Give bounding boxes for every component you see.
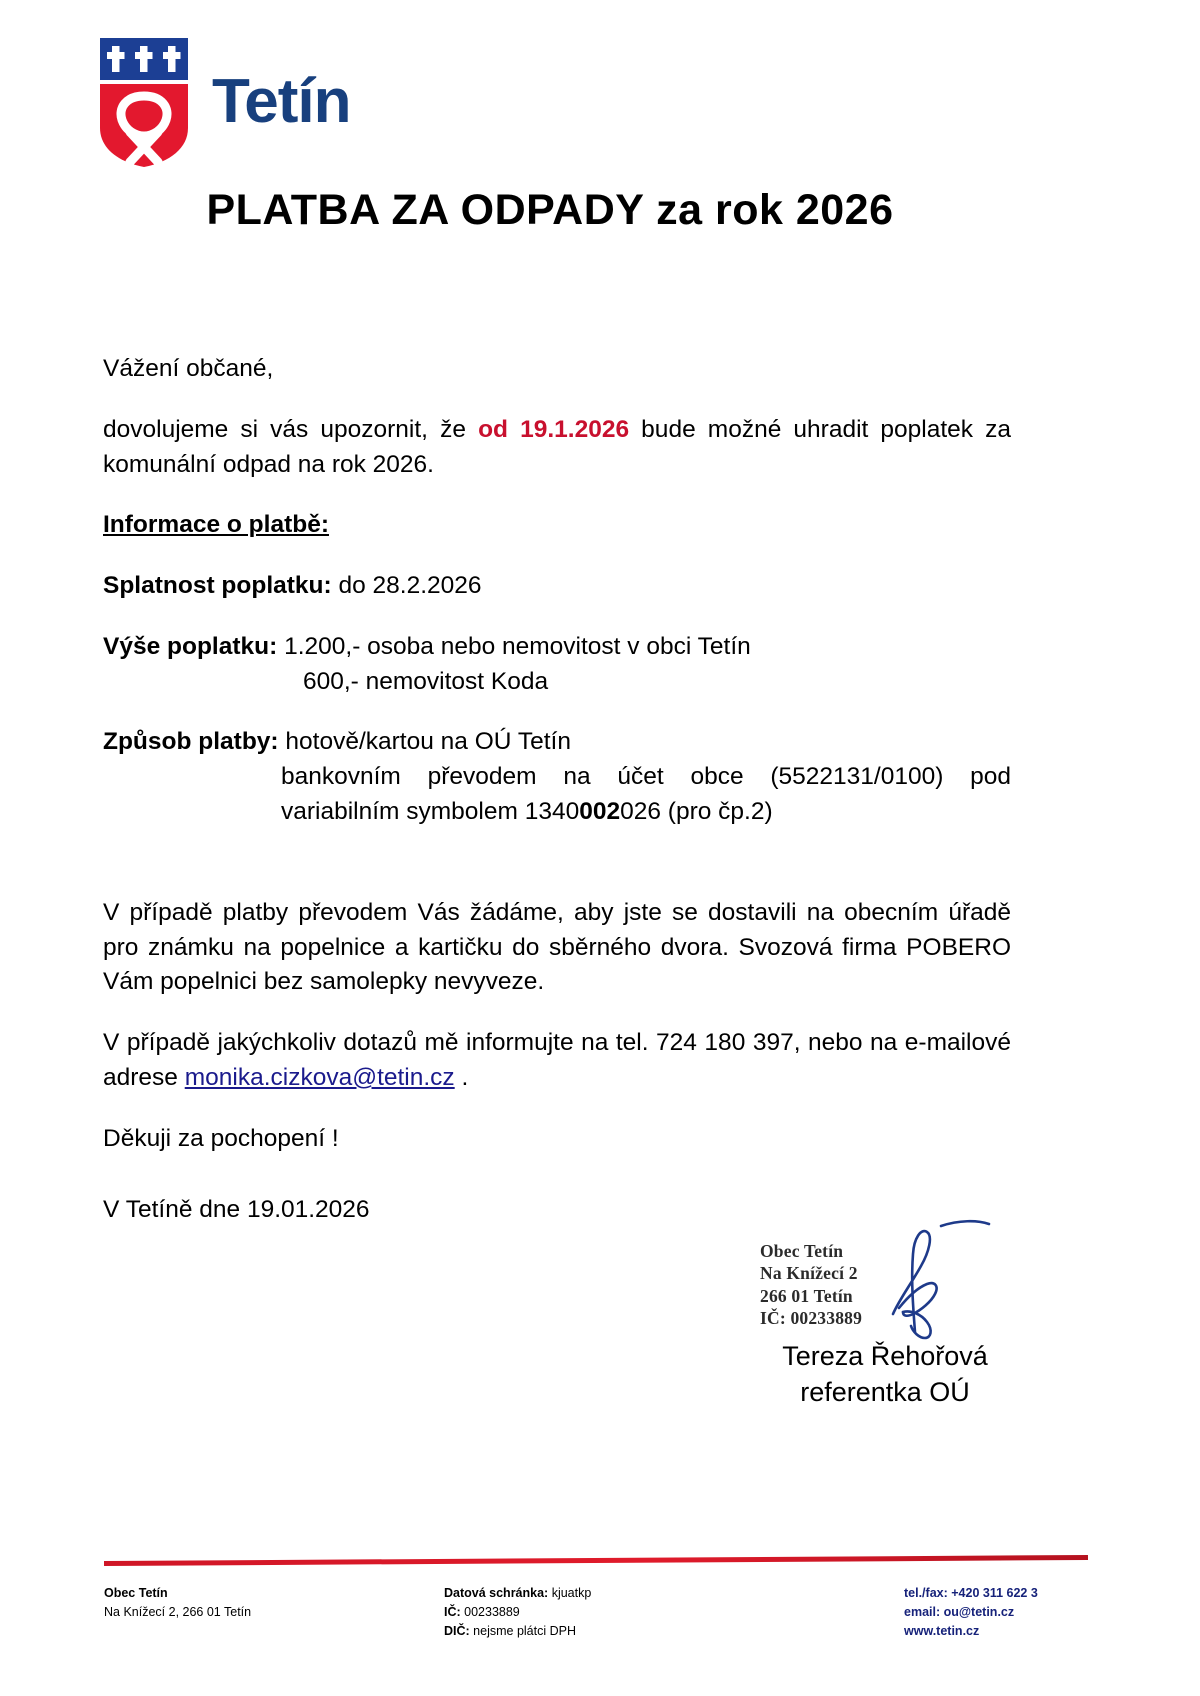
footer-municipality: Obec Tetín — [104, 1586, 168, 1600]
footer-website[interactable]: www.tetin.cz — [904, 1623, 980, 1638]
stamp-line-municipality: Obec Tetín — [760, 1241, 844, 1261]
document-footer — [104, 1584, 1094, 1640]
stamp-line-zip-city: 266 01 Tetín — [760, 1285, 853, 1306]
fee-amount-value-secondary: 600,- nemovitost Koda — [303, 667, 549, 695]
contact-text-after: . — [454, 1063, 469, 1091]
fee-amount-value-primary: 1.200,- osoba nebo nemovitost v obci Tetín — [277, 632, 751, 660]
municipality-name: Tetín — [212, 67, 351, 136]
page-title: PLATBA ZA ODPADY za rok 2026 — [206, 186, 894, 234]
intro-highlight-date: od 19.1.2026 — [478, 415, 630, 443]
signer-block — [735, 1338, 1035, 1411]
intro-text-before: dovolujeme si vás upozornit, že — [103, 415, 479, 443]
due-date-value: do 28.2.2026 — [331, 572, 482, 600]
payment-method-transfer — [103, 760, 1011, 830]
note-paragraph: V případě platby převodem Vás žádáme, aby jste se dostavili na obecním úřadě pro známku na popelnice a kartičku do sběrného dvora. Svozová firma POBERO Vám popelnici bez samolepky nevyveze. — [103, 898, 1011, 996]
footer-ico-value: 00233889 — [460, 1604, 520, 1619]
footer-ico-row — [444, 1603, 774, 1622]
body-spacer — [103, 856, 1011, 896]
footer-contact-column — [774, 1584, 1074, 1640]
document-header — [96, 36, 351, 168]
due-date-label: Splatnost poplatku: — [103, 572, 332, 600]
intro-paragraph — [103, 413, 1011, 483]
contact-text-before: V případě jakýchkoliv dotazů mě informujte na tel. 724 180 397, nebo na e-mailové adrese — [103, 1029, 1011, 1091]
footer-databox-value: kjuatkp — [548, 1586, 592, 1600]
payment-method-cash: hotově/kartou na OÚ Tetín — [278, 728, 571, 756]
variable-symbol-bold-part: 002 — [579, 798, 621, 826]
footer-ico-label: IČ: — [444, 1604, 461, 1619]
due-date-row — [103, 569, 1011, 604]
footer-phone: tel./fax: +420 311 622 3 — [904, 1586, 1038, 1600]
footer-dic-row — [444, 1622, 774, 1641]
signer-name: Tereza Řehořová — [782, 1341, 988, 1371]
footer-dic-value: nejsme plátci DPH — [469, 1623, 576, 1638]
document-body — [103, 352, 1011, 1183]
salutation: Vážení občané, — [103, 355, 274, 382]
payment-info-heading — [103, 508, 1011, 543]
footer-dic-label: DIČ: — [444, 1623, 470, 1638]
stamp-line-street: Na Knížecí 2 — [760, 1263, 858, 1284]
payment-method-label: Způsob platby: — [103, 728, 279, 756]
place-and-date: V Tetíně dne 19.01.2026 — [103, 1196, 370, 1223]
footer-street-address: Na Knížecí 2, 266 01 Tetín — [104, 1604, 252, 1619]
thanks-paragraph: Děkuji za pochopení ! — [103, 1124, 339, 1152]
footer-ids-column — [444, 1584, 774, 1640]
contact-paragraph — [103, 1026, 1011, 1096]
footer-databox-row — [444, 1584, 774, 1603]
footer-divider — [104, 1555, 1088, 1566]
fee-amount-label: Výše poplatku: — [103, 632, 278, 660]
stamp-line-ico: IČ: 00233889 — [760, 1308, 863, 1329]
payment-info-heading-text: Informace o platbě: — [103, 511, 329, 539]
payment-method-row — [103, 725, 1011, 829]
contact-email-link[interactable]: monika.cizkova@tetin.cz — [184, 1063, 455, 1091]
footer-databox-label: Datová schránka: — [444, 1586, 549, 1600]
footer-address-column — [104, 1584, 444, 1640]
fee-amount-row — [103, 630, 1011, 700]
payment-method-transfer-text: bankovním převodem na účet obce (5522131/0100) pod variabilním symbolem 1340 — [281, 763, 1011, 826]
stamp-text-block — [760, 1240, 862, 1330]
signer-role: referentka OÚ — [800, 1377, 970, 1408]
footer-email: email: ou@tetin.cz — [904, 1604, 1015, 1619]
intro-text-after: bude možné uhradit poplatek za komunální odpad na rok 2026. — [103, 415, 1012, 478]
tetin-coat-of-arms-icon — [96, 36, 192, 168]
variable-symbol-suffix: 026 (pro čp.2) — [620, 798, 773, 826]
